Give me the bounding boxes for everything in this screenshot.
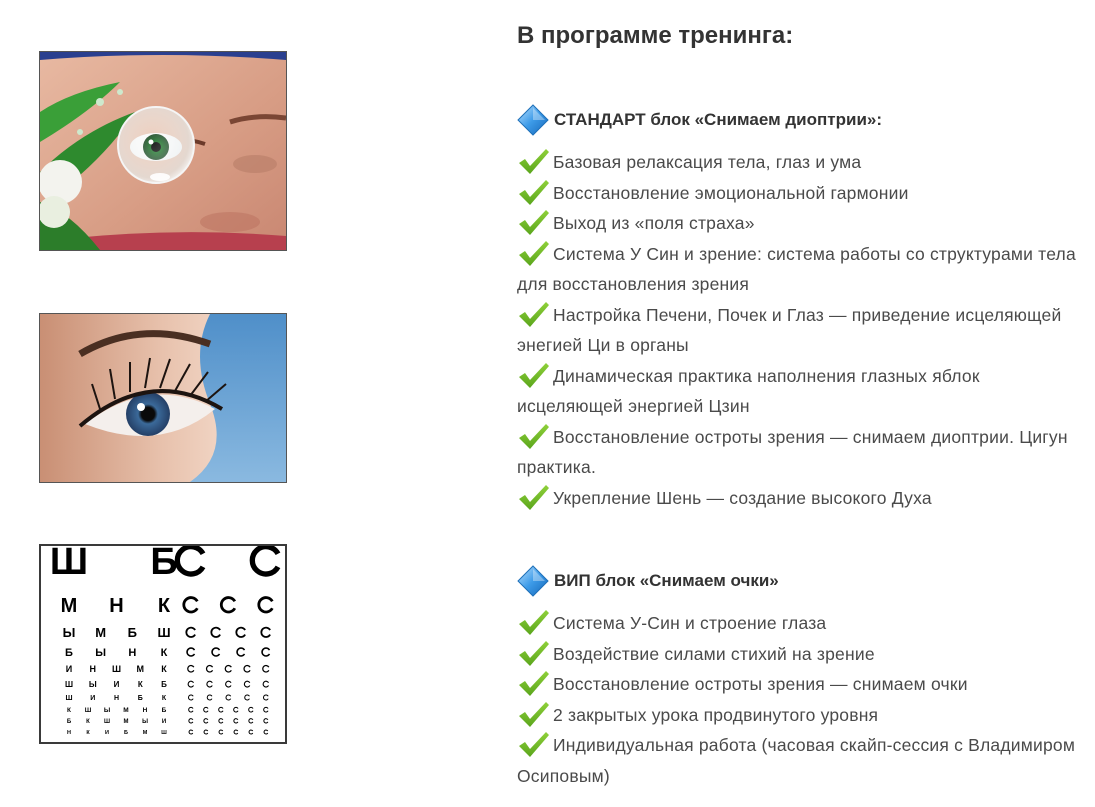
eye-chart-letter: Н xyxy=(128,647,137,659)
eye-chart-letter: Ы xyxy=(95,647,107,659)
landolt-ring xyxy=(188,695,193,700)
eye-chart-letter: К xyxy=(86,719,90,725)
landolt-ring xyxy=(219,707,223,712)
eye-chart-letter: Б xyxy=(161,680,167,689)
eye-chart-letter: Б xyxy=(124,730,128,736)
landolt-ring xyxy=(207,681,212,687)
eye-chart-letter: И xyxy=(90,695,96,702)
landolt-ring xyxy=(177,547,203,574)
green-checkmark-icon xyxy=(517,209,550,236)
eye-chart-letter: Б xyxy=(65,647,73,659)
blue-diamond-icon xyxy=(517,565,549,597)
landolt-ring xyxy=(249,719,253,723)
list-item xyxy=(517,147,1082,178)
eye-chart-letter: Н xyxy=(89,664,97,674)
eye-chart-letter: К xyxy=(157,595,171,617)
eye-chart-letter: Ы xyxy=(88,680,97,689)
eye-chart-letter: Н xyxy=(113,695,120,702)
landolt-ring xyxy=(244,666,250,672)
list-item-text: Воздействие силами стихий на зрение xyxy=(553,643,875,664)
landolt-ring xyxy=(245,695,250,700)
green-checkmark-icon xyxy=(517,301,550,328)
eye-chart-letter: М xyxy=(136,664,145,674)
vip-block-title xyxy=(517,565,779,597)
standard-block-title xyxy=(517,104,882,136)
list-item-text: Выход из «поля страха» xyxy=(553,213,755,233)
eye-chart-letter: К xyxy=(137,680,143,689)
list-item-text: Базовая релаксация тела, глаз и ума xyxy=(553,152,862,172)
eye-drop-illustration xyxy=(40,52,286,250)
eye-chart-letter: Н xyxy=(67,730,71,736)
eye-chart-letter: К xyxy=(161,664,167,674)
landolt-ring xyxy=(234,719,238,723)
green-checkmark-icon xyxy=(517,362,550,389)
eye-chart-letter: К xyxy=(160,647,168,659)
green-checkmark-icon xyxy=(517,148,550,175)
eye-chart-letter: М xyxy=(142,730,148,736)
landolt-ring xyxy=(259,598,273,612)
list-item xyxy=(517,422,1082,483)
green-checkmark-icon xyxy=(517,640,550,667)
list-item-text: Восстановление остроты зрения — снимаем очки xyxy=(553,674,968,694)
eye-chart-letter: М xyxy=(123,707,129,714)
list-item xyxy=(517,178,1082,209)
landolt-ring xyxy=(261,628,270,637)
landolt-ring xyxy=(204,719,208,723)
green-checkmark-icon xyxy=(517,731,550,758)
eye-chart-letter: Ш xyxy=(157,625,171,640)
eye-chart-letter: Ы xyxy=(103,707,111,714)
eye-chart-image xyxy=(39,544,287,744)
list-item xyxy=(517,208,1082,239)
landolt-ring xyxy=(226,695,231,700)
list-item xyxy=(517,639,1082,670)
blue-eye-illustration xyxy=(40,314,286,482)
landolt-ring xyxy=(237,648,244,656)
landolt-ring xyxy=(252,547,278,574)
eye-chart-letter: Ш xyxy=(161,730,167,736)
list-item-text: Система У-Син и строение глаза xyxy=(553,613,827,633)
eye-chart-letter: Б xyxy=(66,719,72,725)
list-item xyxy=(517,608,1082,639)
landolt-ring xyxy=(186,628,195,637)
green-checkmark-icon xyxy=(517,240,550,267)
landolt-ring xyxy=(207,666,213,672)
landolt-ring xyxy=(221,598,235,612)
eye-chart-letter: Ы xyxy=(62,625,76,640)
landolt-ring xyxy=(263,695,268,700)
landolt-ring xyxy=(244,681,249,687)
standard-block-list xyxy=(517,147,1082,513)
landolt-ring xyxy=(219,730,223,734)
eye-chart-letter: И xyxy=(65,664,73,674)
green-checkmark-icon xyxy=(517,423,550,450)
list-item xyxy=(517,300,1082,361)
list-item-text: Система У Син и зрение: система работы со структурами тела для восстановления зрения xyxy=(517,243,1076,294)
landolt-ring xyxy=(263,666,269,672)
page-title: В программе тренинга: xyxy=(517,22,794,49)
list-item xyxy=(517,239,1082,300)
eye-chart-letter: Н xyxy=(109,595,124,617)
landolt-ring xyxy=(184,598,198,612)
list-item-text: Укрепление Шень — создание высокого Духа xyxy=(553,487,932,508)
eye-chart-letter: Ш xyxy=(111,664,122,674)
eye-chart-letter: И xyxy=(105,730,109,736)
landolt-ring xyxy=(189,707,193,712)
list-item-text: Настройка Печени, Почек и Глаз — приведение исцеляющей энегией Ци в органы xyxy=(517,304,1062,355)
list-item-text: Восстановление остроты зрения — снимаем диоптрии. Цигун практика. xyxy=(517,426,1068,477)
eye-drop-photo xyxy=(39,51,287,251)
eye-chart-letter: К xyxy=(161,695,167,702)
landolt-ring xyxy=(188,666,194,672)
eye-chart-letter: М xyxy=(95,625,107,640)
eye-chart-letter: Ш xyxy=(49,546,89,583)
eye-chart-letter: М xyxy=(60,595,78,617)
landolt-ring xyxy=(236,628,245,637)
list-item-text: Восстановление эмоциональной гармонии xyxy=(553,182,909,203)
landolt-ring xyxy=(219,719,223,723)
eye-chart-letter: Ш xyxy=(65,695,73,702)
eye-chart-letter: Б xyxy=(127,625,137,640)
landolt-ring xyxy=(234,707,238,712)
eye-chart-letter: Н xyxy=(142,707,148,714)
eye-chart-letter: Ш xyxy=(64,680,74,689)
landolt-ring xyxy=(226,681,231,687)
list-item xyxy=(517,361,1082,422)
eye-chart-letter: И xyxy=(161,719,167,725)
landolt-ring xyxy=(263,681,268,687)
green-checkmark-icon xyxy=(517,179,550,206)
landolt-ring xyxy=(188,681,193,687)
eye-chart-letter: И xyxy=(113,680,120,689)
landolt-ring xyxy=(264,719,268,723)
eye-chart xyxy=(41,546,285,742)
landolt-ring xyxy=(204,730,208,734)
landolt-ring xyxy=(212,648,219,656)
landolt-ring xyxy=(264,707,268,712)
list-item xyxy=(517,730,1082,791)
blue-diamond-icon xyxy=(517,104,549,136)
green-checkmark-icon xyxy=(517,701,550,728)
eye-chart-letter: Ш xyxy=(84,707,92,714)
blue-eye-photo xyxy=(39,313,287,483)
eye-chart-letter: Ш xyxy=(103,719,111,725)
eye-chart-letter: К xyxy=(86,730,90,736)
vip-block-list xyxy=(517,608,1082,791)
green-checkmark-icon xyxy=(517,484,550,511)
landolt-ring xyxy=(249,730,253,734)
green-checkmark-icon xyxy=(517,609,550,636)
list-item xyxy=(517,700,1082,731)
vip-block-title-text: ВИП блок «Снимаем очки» xyxy=(554,571,779,590)
green-checkmark-icon xyxy=(517,670,550,697)
landolt-ring xyxy=(249,707,253,712)
landolt-ring xyxy=(189,719,193,723)
eye-chart-letter: Б xyxy=(150,546,178,583)
landolt-ring xyxy=(189,730,193,734)
landolt-ring xyxy=(234,730,238,734)
landolt-ring xyxy=(264,730,268,734)
eye-chart-letter: К xyxy=(67,707,71,714)
landolt-ring xyxy=(211,628,220,637)
list-item-text: 2 закрытых урока продвинутого уровня xyxy=(553,704,879,725)
eye-chart-letter: М xyxy=(123,719,129,725)
standard-block-title-text: СТАНДАРТ блок «Снимаем диоптрии»: xyxy=(554,110,883,129)
landolt-ring xyxy=(262,648,269,656)
eye-chart-letter: Б xyxy=(137,695,143,702)
landolt-ring xyxy=(187,648,194,656)
landolt-ring xyxy=(204,707,208,712)
list-item-text: Динамическая практика наполнения глазных яблок исцеляющей энергией Цзин xyxy=(517,365,980,416)
list-item xyxy=(517,669,1082,700)
landolt-ring xyxy=(207,695,212,700)
eye-chart-letter: Б xyxy=(161,707,167,714)
list-item-text: Индивидуальная работа (часовая скайп-сессия с Владимиром Осиповым) xyxy=(517,735,1076,786)
list-item xyxy=(517,483,1082,514)
eye-chart-letter: Ы xyxy=(142,719,148,725)
landolt-ring xyxy=(225,666,231,672)
